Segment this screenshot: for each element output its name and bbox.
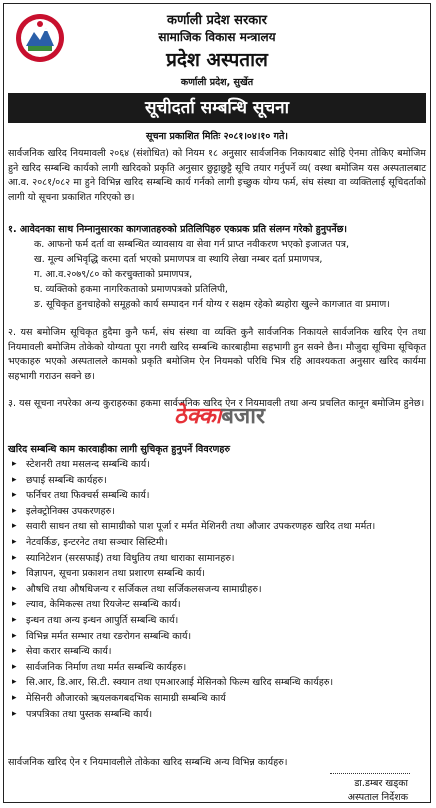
notice-page	[3, 3, 431, 803]
document-item: ख. मूल्य अभिवृद्धि करमा दर्ता भएको प्रमाणपत्र वा स्थायि लेखा नम्बर दर्ता प्रमाणपत्र,	[34, 254, 323, 265]
ministry-name: सामाजिक विकास मन्त्रालय	[158, 30, 276, 44]
document-item: क. आफनो फर्म दर्ता वा सम्बन्धित व्यावसाय वा सेवा गर्न प्राप्त नवीकरण भएको इजाजत पत्र,	[34, 239, 349, 250]
list-item: ▸ पत्रपत्रिका तथा पुस्तक सम्बन्धि कार्य।	[12, 707, 426, 723]
list-item: ▸ फर्निचर तथा फिक्चर्स सम्बन्धि कार्य।	[12, 488, 426, 504]
list-item: ▸ सवारी साधन तथा सो सामाग्रीको पाश पूर्जा र मर्मत मेशिनरी तथा औजार उपकरणहरु खरिद तथा मर्मत।	[12, 519, 426, 535]
section-2-paragraph: २. यस बमोजिम सूचिकृत हुदैमा कुनै फर्म, संघ संस्था वा व्यक्ति कुनै सार्वजनिक निकायले सार्वजनिक खरिद ऐन तथा नियमावली बमोजिम तोकेको योग्यता पूरा नगरी खरिद सम्बन्धि कारबाहीमा सहभागी हुन सक्ने छैन। मौजुदा सूचिमा सूचिकृत भएकाहरु भएको अस्पतालले कामको प्रकृति बमोजिम ऐन नियमको परिधि भित्र रहि आवश्यकता अनुसार खरिद कार्यमा सहभागी गराउन सक्ने छ।	[8, 327, 426, 382]
list-item: ▸ सि.आर, डि.आर, सि.टी. स्क्यान तथा एमआरआई मेसिनको फिल्म खरिद सम्बन्धि कार्यहरु।	[12, 675, 426, 691]
list-item: ▸ स्टेशनरी तथा मसलन्द सम्बन्धि कार्य।	[12, 457, 426, 473]
notice-title-banner: सूचीदर्ता सम्बन्धि सूचना	[8, 93, 426, 123]
signatory-name: डा.डम्बर खड्का	[354, 778, 408, 789]
document-item: ग. आ.व.२०७९/८० को करचुक्ताको प्रमाणपत्र,	[34, 269, 193, 280]
procurement-list	[12, 457, 426, 722]
list-item: ▸ ल्याव, केमिकल्स तथा रियजेन्ट सम्बन्धि कार्य।	[12, 597, 426, 613]
signatory-title: अस्पताल निर्देशक	[347, 792, 408, 803]
other-procurement-note: सार्वजनिक खरिद ऐन र नियमावलीले तोकेका खरिद सम्बन्धि अन्य विभिन्न कार्यहरु।	[8, 757, 288, 768]
signature-line	[330, 773, 410, 774]
publish-date: सूचना प्रकाशित मितिः २०८१।०४।१० गते।	[146, 131, 288, 142]
document-item: घ. व्यक्तिको हकमा नागरिकताको प्रमाणपत्रको प्रतिलिपी,	[34, 284, 228, 295]
thekka-bazar-watermark	[174, 400, 265, 430]
watermark-red-text: ठेक्का	[174, 404, 222, 429]
list-item: ▸ नेटवर्किङ, इन्टरनेट तथा सञ्चार सिस्टिमी।	[12, 535, 426, 551]
list-item: ▸ इलेक्ट्रोनिक्स उपकरणहरु।	[12, 504, 426, 520]
watermark-gray-text: बजार	[221, 404, 265, 429]
list-item: ▸ विज्ञापन, सूचना प्रकाशन तथा प्रशारण सम्बन्धि कार्य।	[12, 566, 426, 582]
list-item: ▸ विभिन्न मर्मत सम्भार तथा रङरोगन सम्बन्धि कार्य।	[12, 629, 426, 645]
document-item: ङ. सूचिकृत हुनचाहेको समूहको कार्य सम्पादन गर्न योग्य र सक्षम रहेको ब्यहोरा खुल्ने कागजात वा प्रमाण।	[34, 299, 390, 310]
list-item: ▸ इन्धन तथा अन्य इन्धन आपुर्ति सम्बन्धि कार्य।	[12, 613, 426, 629]
section-1-title: १. आवेदनका साथ निम्नानुसारका कागजातहरुको प्रतिलिपिहरु एकप्रक प्रति संलग्न गरेको हुनुपर्नेछ।	[8, 224, 347, 235]
procurement-list-title: खरिद सम्बन्धि काम कारवाहीका लागी सुचिकृत हुनुपर्ने विवरणहरु	[8, 444, 231, 455]
government-name: कर्णाली प्रदेश सरकार	[167, 13, 267, 28]
intro-paragraph: सार्वजनिक खरिद नियमावली २०६४ (संशोधित) को नियम १८ अनुसार सार्वजनिक निकायबाट सोहि ऐनमा तोकिए बमोजिम हुने खरिद सम्बन्धि कार्यको लागी खरिदको प्रकृति अनुसार छुट्टाछुट्टै सूचि तयार गर्नुपर्ने व्य( वस्था बमोजिम यस अस्पतालबाट आ.व. २०८१/०८२ मा हुने विभिन्न खरिद सम्बन्धि कार्य गर्नको लागी इच्छुक योग्य फर्म, संघ संस्था वा व्यक्तिलाई सूचिदर्ताको लागी यो सूचना प्रकाशित गरिएको छ।	[8, 148, 426, 203]
section-3-paragraph: ३. यस सूचना नपरेका अन्य कुराहरुका हकमा सार्वजनिक खरिद ऐन र नियमावली तथा अन्य प्रचलित कानून बमोजिम हुनेछ।	[8, 398, 425, 409]
hospital-name: प्रदेश अस्पताल	[166, 49, 268, 71]
hospital-address: कर्णाली प्रदेश, सुर्खेत	[180, 77, 254, 88]
list-item: ▸ औषधि तथा औषधिजन्य र सर्जिकल तथा सर्जिकलसजन्य सामाग्रीहरु।	[12, 582, 426, 598]
list-item: ▸ छपाई सम्बन्धि कार्यहरु।	[12, 473, 426, 489]
list-item: ▸ सार्वजनिक निर्माण तथा मर्मत सम्बन्धि कार्यहरु।	[12, 660, 426, 676]
list-item: ▸ स्यानिटेशन (सरसफाई) तथा विधुतिय तथा धाराका सामानहरु।	[12, 551, 426, 567]
list-item: ▸ मेसिनरी औजारको ऋयलकगबदभिक सामाग्री सम्बन्धि कार्य	[12, 691, 426, 707]
list-item: ▸ सेवा करार सम्बन्धि कार्य।	[12, 644, 426, 660]
